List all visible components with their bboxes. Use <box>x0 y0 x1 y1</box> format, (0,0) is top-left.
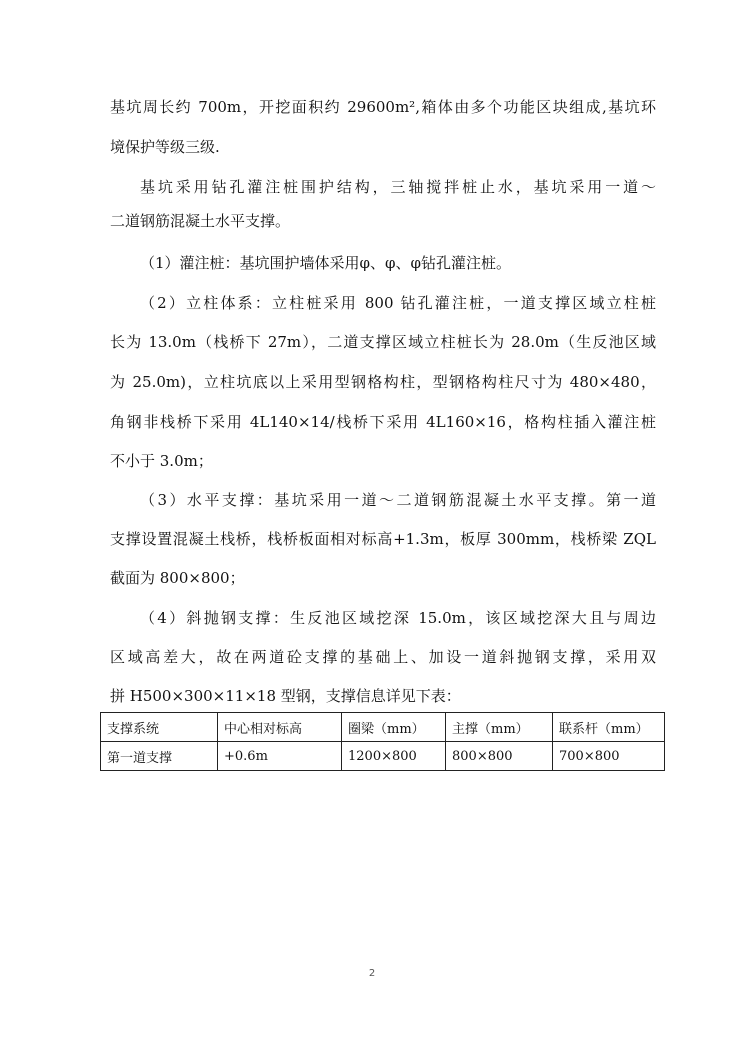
paragraph-line: 长为 13.0m（栈桥下 27m），二道支撑区域立柱桩长为 28.0m（生反池区域 <box>110 333 656 351</box>
paragraph-line: 不小于 3.0m； <box>110 452 213 470</box>
paragraph-line: （1）灌注桩：基坑围护墙体采用φ、φ、φ钻孔灌注桩。 <box>140 254 512 272</box>
table-header-cell: 主撑（mm） <box>446 713 553 742</box>
table-header-cell: 支撑系统 <box>101 713 218 742</box>
paragraph-line: 基坑周长约 700m，开挖面积约 29600m²,箱体由多个功能区块组成,基坑环 <box>110 98 656 116</box>
paragraph-line: 支撑设置混凝土栈桥，栈桥板面相对标高+1.3m，板厚 300mm，栈桥梁 ZQL <box>110 530 656 548</box>
paragraph-line: 基坑采用钻孔灌注桩围护结构，三轴搅拌桩止水，基坑采用一道～ <box>140 178 656 196</box>
table-header-cell: 联系杆（mm） <box>553 713 665 742</box>
table-cell: 700×800 <box>553 742 665 771</box>
paragraph-line: 拼 H500×300×11×18 型钢，支撑信息详见下表： <box>110 687 461 705</box>
table-cell: 1200×800 <box>342 742 446 771</box>
table-cell: 800×800 <box>446 742 553 771</box>
paragraph-line: 区域高差大，故在两道砼支撑的基础上、加设一道斜抛钢支撑，采用双 <box>110 648 656 666</box>
table-cell: +0.6m <box>218 742 342 771</box>
table-row <box>101 742 665 771</box>
paragraph-line: 二道钢筋混凝土水平支撑。 <box>110 212 291 230</box>
table-header-cell: 圈梁（mm） <box>342 713 446 742</box>
support-info-table <box>100 712 664 771</box>
page-number: 2 <box>368 968 376 979</box>
paragraph-line: 为 25.0m)，立柱坑底以上采用型钢格构柱，型钢格构柱尺寸为 480×480， <box>110 373 656 391</box>
paragraph-line: 截面为 800×800； <box>110 569 245 587</box>
table-header-cell: 中心相对标高 <box>218 713 342 742</box>
paragraph-line: （2）立柱体系：立柱桩采用 800 钻孔灌注桩，一道支撑区域立柱桩 <box>140 294 656 312</box>
paragraph-line: 角钢非栈桥下采用 4L140×14/栈桥下采用 4L160×16，格构柱插入灌注桩 <box>110 413 656 431</box>
paragraph-line: （4）斜抛钢支撑：生反池区域挖深 15.0m，该区域挖深大且与周边 <box>140 609 656 627</box>
paragraph-line: （3）水平支撑：基坑采用一道～二道钢筋混凝土水平支撑。第一道 <box>140 491 656 509</box>
table-header-row <box>101 713 665 742</box>
paragraph-line: 境保护等级三级. <box>110 138 220 156</box>
table-cell: 第一道支撑 <box>101 742 218 771</box>
